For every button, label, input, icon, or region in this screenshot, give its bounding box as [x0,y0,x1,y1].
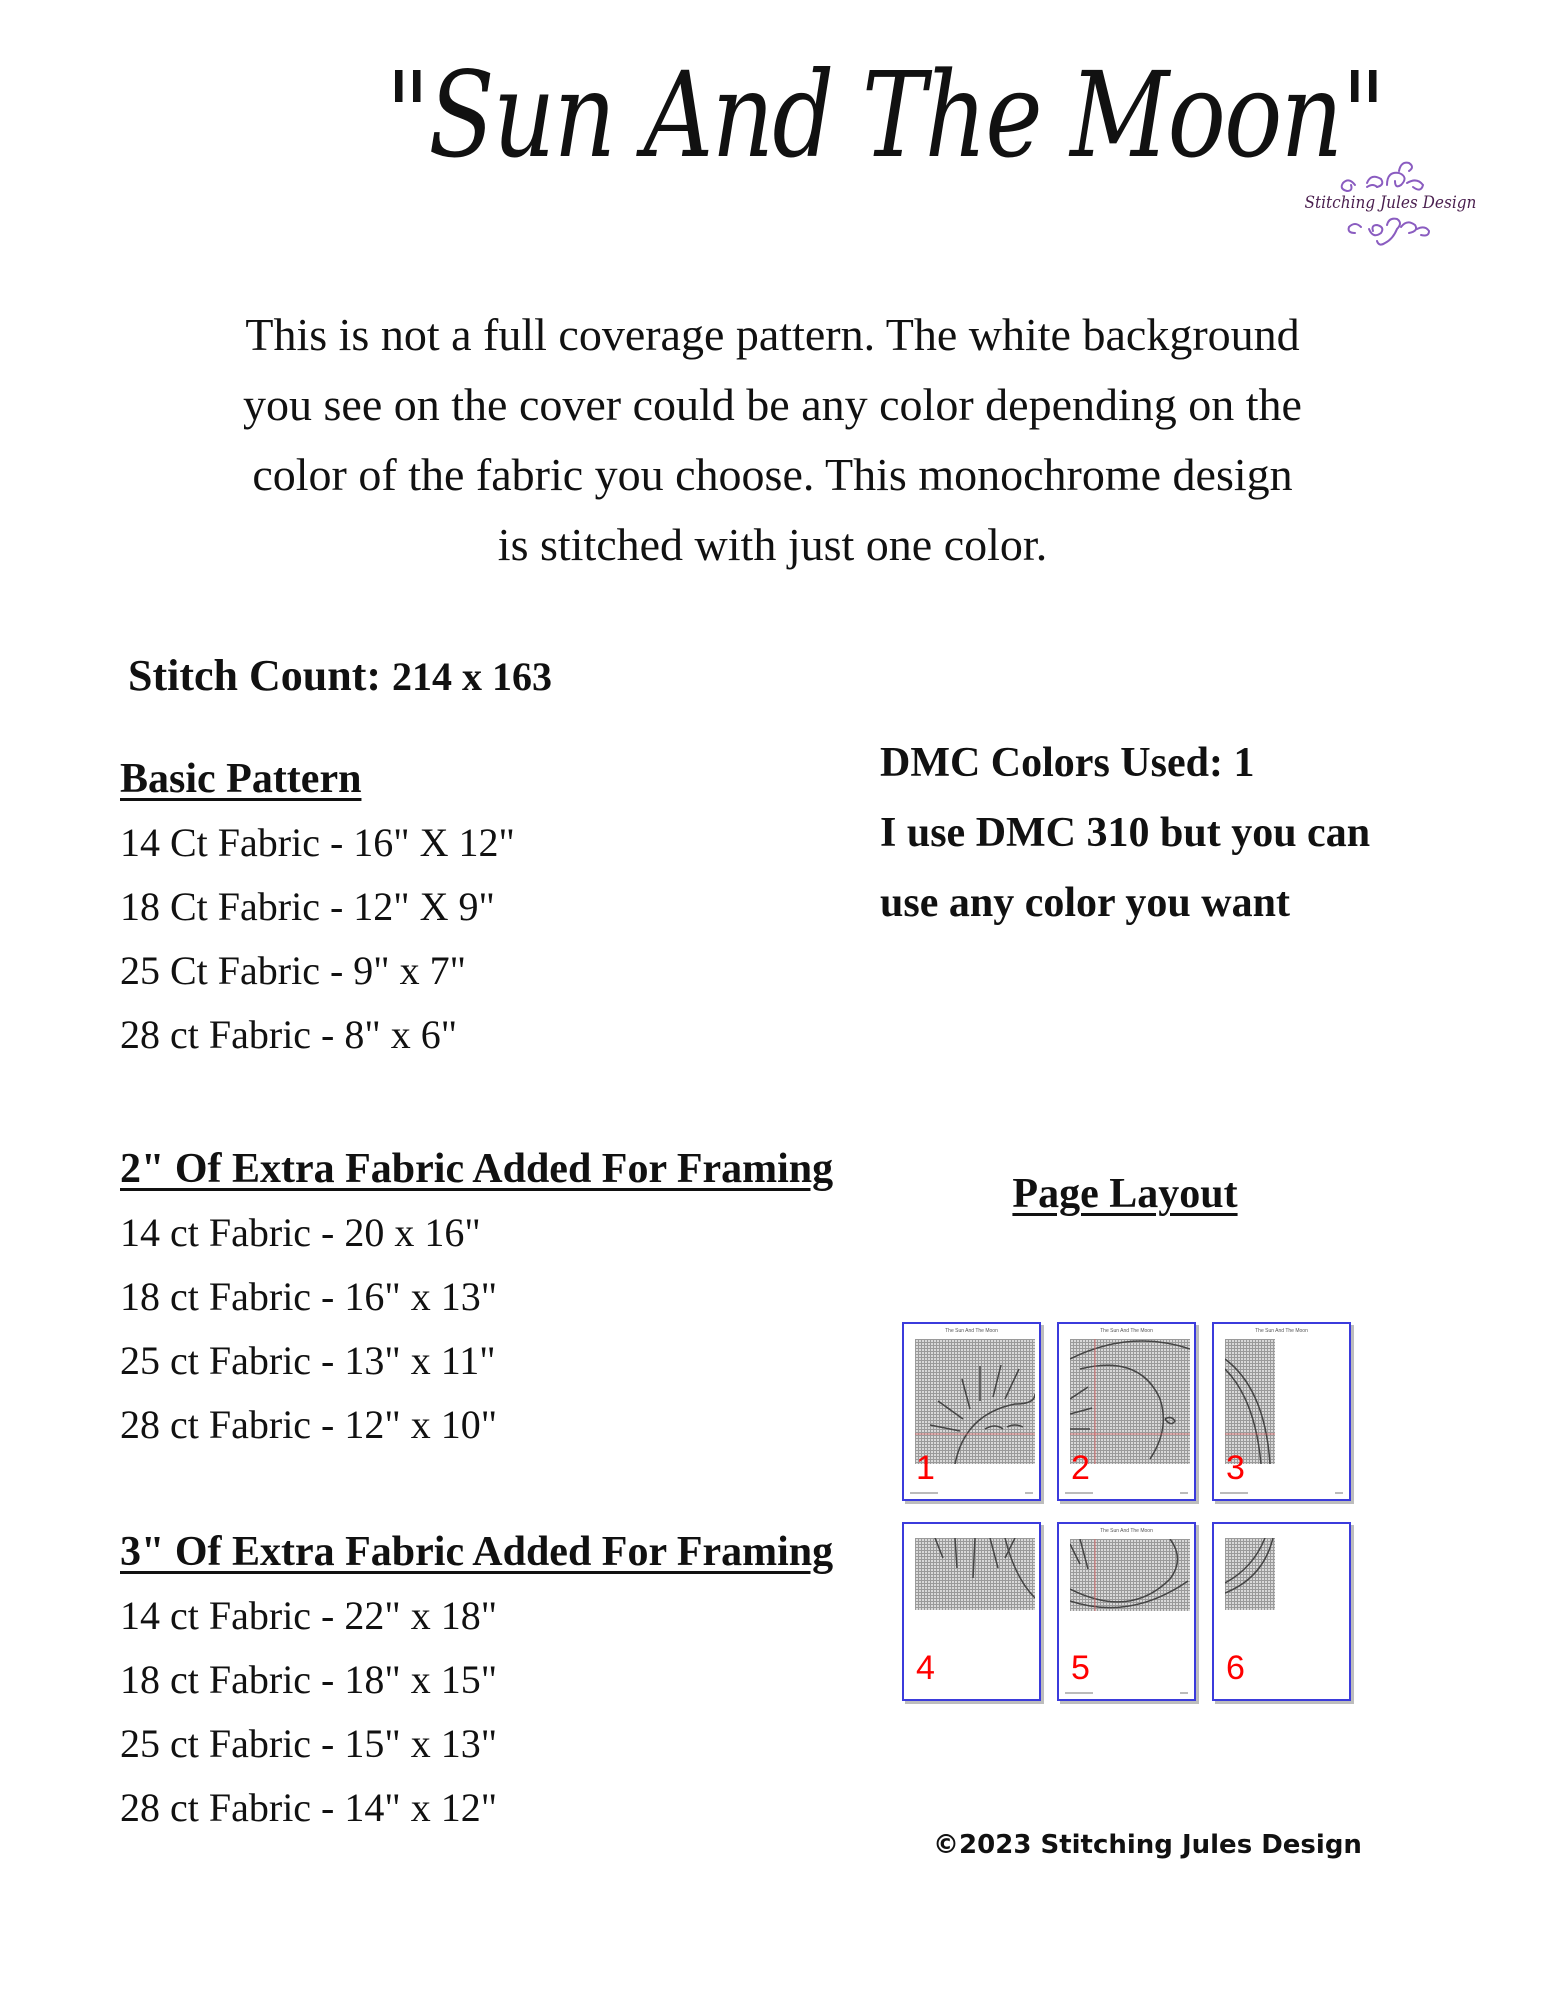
extra-2in-heading: 2" Of Extra Fabric Added For Framing [120,1146,834,1192]
intro-paragraph [150,300,1395,580]
fabric-size-item: 28 ct Fabric - 12" x 10" [120,1402,498,1447]
page-title: "Sun And The Moon" [385,46,1385,184]
intro-line: you see on the cover could be any color depending on the [243,379,1302,430]
fabric-size-item: 14 ct Fabric - 20 x 16" [120,1210,481,1255]
thumbnail-title: The Sun And The Moon [1100,1328,1153,1334]
extra-3in-list [120,1584,833,1840]
stitch-count-label: Stitch Count: [128,651,382,700]
fabric-size-item: 25 Ct Fabric - 9" x 7" [120,948,466,993]
sun-rays-motif-icon [915,1538,1035,1610]
moon-edge-motif-icon [1225,1538,1275,1610]
dmc-note-line: I use DMC 310 but you can [880,810,1371,856]
thumbnail-title: The Sun And The Moon [945,1328,998,1334]
stitch-count-value: 214 x 163 [392,654,553,699]
fabric-size-item: 28 ct Fabric - 14" x 12" [120,1785,498,1830]
page-thumbnail-4 [902,1522,1041,1701]
page-thumbnail-6 [1212,1522,1351,1701]
page-thumbnail-5 [1057,1522,1196,1701]
fabric-size-item: 18 ct Fabric - 16" x 13" [120,1274,498,1319]
fabric-size-item: 18 Ct Fabric - 12" X 9" [120,884,495,929]
thumbnail-title: The Sun And The Moon [1255,1328,1308,1334]
fabric-size-item: 25 ct Fabric - 13" x 11" [120,1338,496,1383]
thumbnail-footer [1065,1692,1188,1694]
chart-grid [1225,1339,1275,1464]
intro-line: is stitched with just one color. [497,519,1048,570]
fabric-size-item: 28 ct Fabric - 8" x 6" [120,1012,458,1057]
page-thumbnail-1 [902,1322,1041,1501]
copyright-notice: ©2023 Stitching Jules Design [933,1830,1362,1860]
page-number: 1 [916,1449,935,1487]
page-thumbnail-2 [1057,1322,1196,1501]
thumbnail-footer [1220,1492,1343,1494]
stitch-count [128,650,552,701]
page-thumbnail-3 [1212,1322,1351,1501]
page-number: 3 [1226,1449,1245,1487]
page-number: 5 [1071,1649,1090,1687]
intro-line: This is not a full coverage pattern. The white background [245,309,1300,360]
page-layout-heading: Page Layout [1012,1171,1238,1217]
fabric-size-item: 25 ct Fabric - 15" x 13" [120,1721,498,1766]
thumbnail-title: The Sun And The Moon [1100,1528,1153,1534]
brand-logo [1295,155,1485,260]
intro-line: color of the fabric you choose. This monochrome design [252,449,1293,500]
extra-2in-list [120,1201,833,1457]
chart-grid [915,1339,1035,1464]
thumbnail-footer [910,1492,1033,1494]
basic-pattern-list [120,811,515,1067]
chart-grid [915,1538,1035,1610]
page-layout-thumbnails [900,1322,1360,1712]
extra-3in-section [120,1528,833,1840]
moon-crescent-motif-icon [1070,1539,1190,1611]
fabric-size-item: 14 Ct Fabric - 16" X 12" [120,820,515,865]
basic-pattern-section [120,755,515,1067]
sun-motif-icon [915,1339,1035,1464]
dmc-note-line: use any color you want [880,880,1290,926]
dmc-colors-info [880,728,1370,938]
moon-motif-icon [1070,1339,1190,1464]
extra-3in-heading: 3" Of Extra Fabric Added For Framing [120,1529,834,1575]
page-number: 6 [1226,1649,1245,1687]
basic-pattern-heading: Basic Pattern [120,756,362,802]
thumbnail-footer [1065,1492,1188,1494]
fabric-size-item: 18 ct Fabric - 18" x 15" [120,1657,498,1702]
page-number: 2 [1071,1449,1090,1487]
chart-grid [1225,1538,1275,1610]
dmc-colors-used: DMC Colors Used: 1 [880,740,1255,786]
chart-grid [1070,1339,1190,1464]
fabric-size-item: 14 ct Fabric - 22" x 18" [120,1593,498,1638]
page-number: 4 [916,1649,935,1687]
extra-2in-section [120,1145,833,1457]
logo-text: Stitching Jules Design [1304,193,1477,213]
moon-edge-motif-icon [1225,1339,1275,1464]
chart-grid [1070,1539,1190,1611]
